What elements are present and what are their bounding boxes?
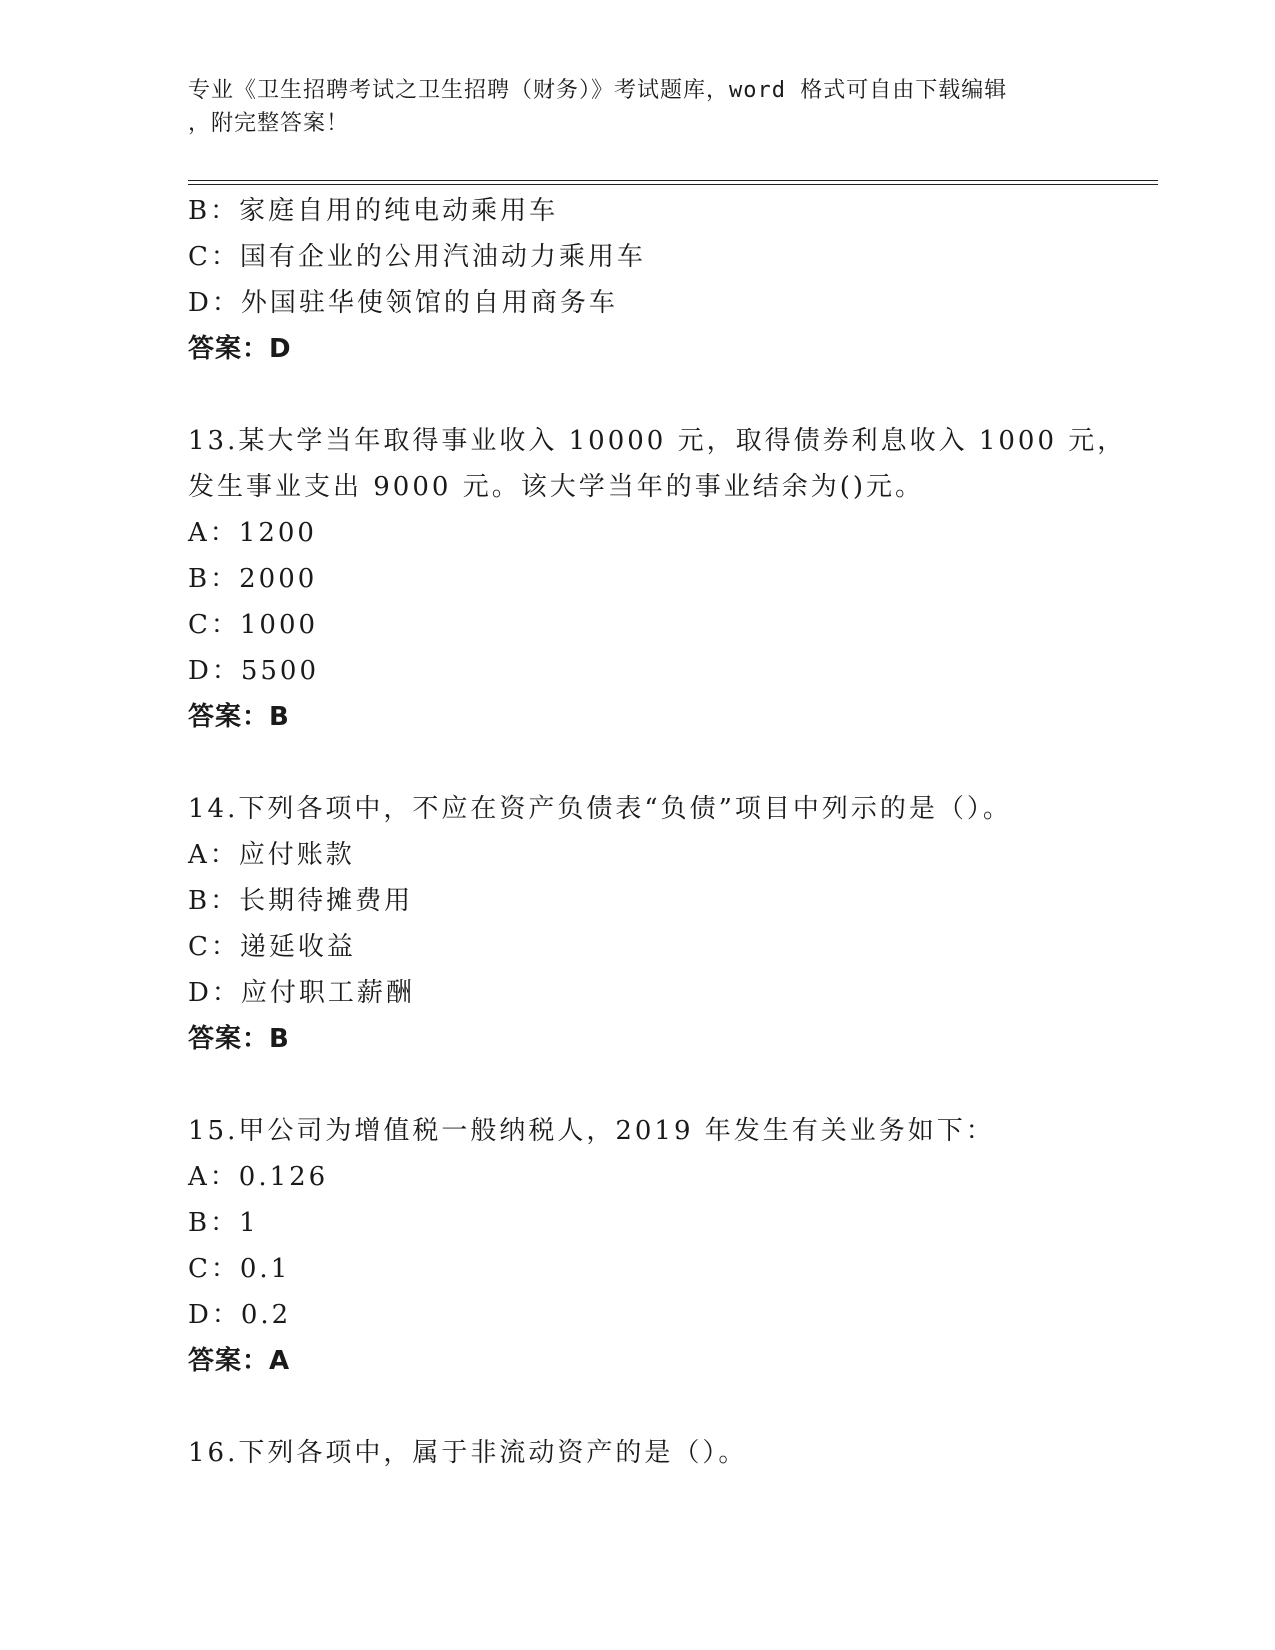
header-line-2: ，附完整答案！ (188, 111, 350, 136)
option-a: A：应付账款 (188, 840, 355, 870)
question-stem: 15.甲公司为增值税一般纳税人，2019 年发生有关业务如下： (188, 1116, 995, 1146)
option-a: A：0.126 (188, 1162, 329, 1192)
question-stem: 13.某大学当年取得事业收入 10000 元，取得债券利息收入 1000 元， (188, 426, 1127, 456)
question-14 (188, 786, 1148, 1062)
question-stem: 16.下列各项中，属于非流动资产的是（）。 (188, 1438, 748, 1468)
question-16 (188, 1430, 1148, 1476)
option-a: A：1200 (188, 518, 317, 548)
option-c: C：递延收益 (188, 932, 356, 962)
header-divider-bottom (188, 184, 1158, 185)
option-b: B：家庭自用的纯电动乘用车 (188, 196, 559, 226)
option-b: B：2000 (188, 564, 318, 594)
option-b: B：1 (188, 1208, 259, 1238)
option-c: C：国有企业的公用汽油动力乘用车 (188, 242, 646, 272)
question-13 (188, 418, 1148, 740)
option-b: B：长期待摊费用 (188, 886, 414, 916)
option-d: D：5500 (188, 656, 320, 686)
question-stem: 14.下列各项中，不应在资产负债表“负债”项目中列示的是（）。 (188, 794, 1012, 824)
spacer (188, 1062, 1148, 1108)
option-c: C：1000 (188, 610, 319, 640)
option-d: D：0.2 (188, 1300, 292, 1330)
answer-label: 答案：D (188, 334, 292, 364)
header-line-1: 专业《卫生招聘考试之卫生招聘（财务）》考试题库，word 格式可自由下载编辑 (188, 78, 1008, 103)
option-c: C：0.1 (188, 1254, 291, 1284)
document-header (188, 74, 1088, 140)
answer-label: 答案：A (188, 1346, 291, 1376)
spacer (188, 372, 1148, 418)
answer-label: 答案：B (188, 702, 290, 732)
question-stem-cont: 发生事业支出 9000 元。该大学当年的事业结余为()元。 (188, 472, 924, 502)
header-divider-top (188, 180, 1158, 181)
question-15 (188, 1108, 1148, 1384)
answer-label: 答案：B (188, 1024, 290, 1054)
question-12-tail (188, 188, 1148, 372)
option-d: D：外国驻华使领馆的自用商务车 (188, 288, 618, 318)
spacer (188, 1384, 1148, 1430)
question-list (188, 188, 1148, 1476)
spacer (188, 740, 1148, 786)
option-d: D：应付职工薪酬 (188, 978, 415, 1008)
